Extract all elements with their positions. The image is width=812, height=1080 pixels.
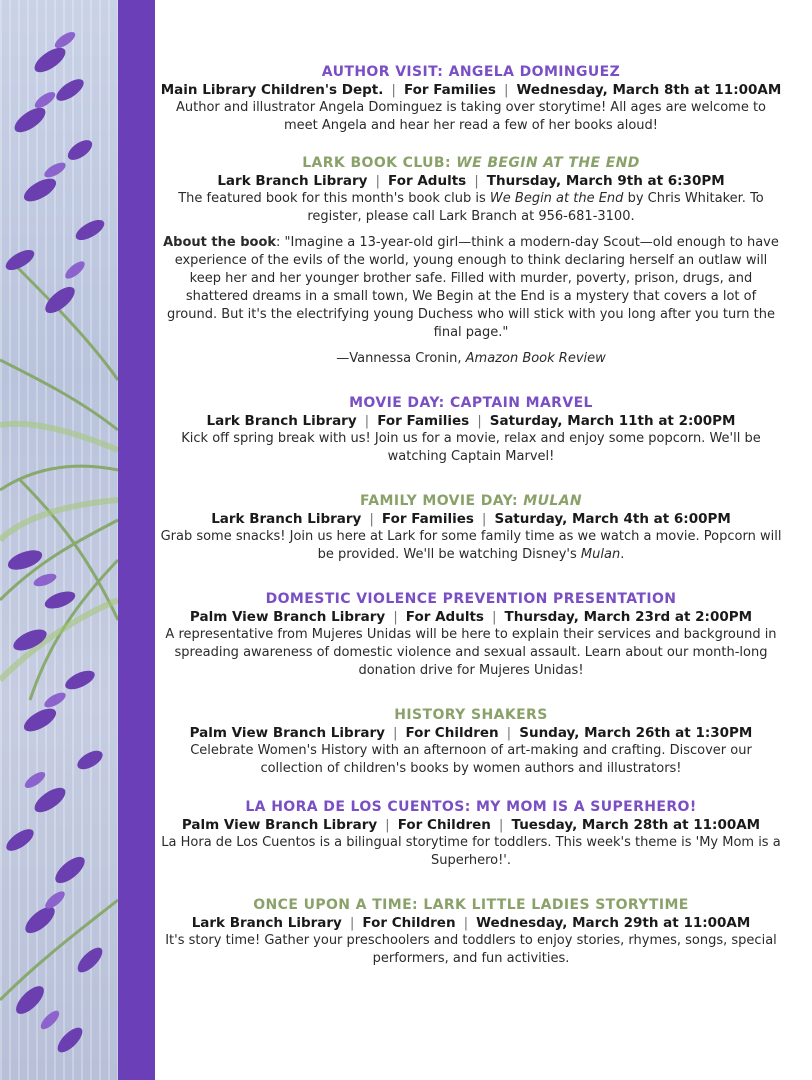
- lavender-side-image: [0, 0, 118, 1080]
- event-meta: Palm View Branch Library | For Adults | Thursday, March 23rd at 2:00PM: [189, 609, 753, 625]
- event-audience: For Adults: [405, 609, 484, 625]
- event-description: The featured book for this month's book club is We Begin at the End by Chris Whitaker. To register, please call Lark Branch at 956-681-3100.: [178, 191, 764, 224]
- event-meta: Main Library Children's Dept. | For Families | Wednesday, March 8th at 11:00AM: [160, 82, 782, 98]
- book-review-quote: About the book: "Imagine a 13-year-old girl—think a modern-day Scout—old enough to have experience of the evils of the world, young enough to think declaring herself an outlaw will keep her and her younger brother safe. Filled with murder, poverty, prison, drugs, and shattered dreams in a small town, We Begin at the End is a mystery that covers a lot of ground. But it's the electrifying young Duchess who will stick with you long after you turn the final page.": [163, 235, 779, 340]
- event-location: Palm View Branch Library: [189, 609, 386, 625]
- events-list: [160, 63, 782, 968]
- event-datetime: Thursday, March 23rd at 2:00PM: [504, 609, 753, 625]
- event-datetime: Wednesday, March 8th at 11:00AM: [516, 82, 782, 98]
- event-datetime: Tuesday, March 28th at 11:00AM: [511, 817, 761, 833]
- event-meta: Palm View Branch Library | For Children | Sunday, March 26th at 1:30PM: [189, 725, 753, 741]
- event-family-movie-day: [160, 492, 782, 564]
- event-title: DOMESTIC VIOLENCE PREVENTION PRESENTATION: [265, 591, 677, 607]
- event-history-shakers: [160, 706, 782, 778]
- event-title: FAMILY MOVIE DAY: MULAN: [359, 493, 583, 509]
- event-title: HISTORY SHAKERS: [394, 707, 548, 723]
- event-meta: Lark Branch Library | For Families | Saturday, March 4th at 6:00PM: [211, 511, 731, 527]
- event-description: It's story time! Gather your preschoolers and toddlers to enjoy stories, rhymes, songs, special performers, and fun activities.: [165, 933, 777, 966]
- event-location: Lark Branch Library: [206, 413, 357, 429]
- event-audience: For Children: [362, 915, 456, 931]
- event-meta: Lark Branch Library | For Adults | Thursday, March 9th at 6:30PM: [217, 173, 725, 189]
- event-author-visit: [160, 63, 782, 135]
- event-location: Lark Branch Library: [217, 173, 368, 189]
- event-hora-de-los-cuentos: [160, 798, 782, 870]
- lavender-illustration: [0, 0, 118, 1080]
- event-audience: For Families: [377, 413, 470, 429]
- review-credit: —Vannessa Cronin, Amazon Book Review: [336, 351, 606, 366]
- event-audience: For Families: [403, 82, 496, 98]
- event-meta: Lark Branch Library | For Children | Wednesday, March 29th at 11:00AM: [191, 915, 751, 931]
- event-location: Palm View Branch Library: [189, 725, 385, 741]
- event-title: LA HORA DE LOS CUENTOS: MY MOM IS A SUPERHERO!: [245, 799, 697, 815]
- event-audience: For Adults: [388, 173, 467, 189]
- event-title: AUTHOR VISIT: ANGELA DOMINGUEZ: [321, 64, 621, 80]
- event-audience: For Children: [397, 817, 491, 833]
- event-meta: Palm View Branch Library | For Children | Tuesday, March 28th at 11:00AM: [181, 817, 761, 833]
- event-audience: For Children: [405, 725, 499, 741]
- purple-side-bar: [118, 0, 155, 1080]
- event-datetime: Saturday, March 11th at 2:00PM: [489, 413, 736, 429]
- event-movie-day: [160, 394, 782, 466]
- event-datetime: Sunday, March 26th at 1:30PM: [519, 725, 753, 741]
- event-description: Grab some snacks! Join us here at Lark for some family time as we watch a movie. Popcorn will be provided. We'll be watching Disney's Mulan.: [160, 529, 782, 562]
- event-book-club: [160, 154, 782, 368]
- event-description: La Hora de Los Cuentos is a bilingual storytime for toddlers. This week's theme is 'My Mom is a Superhero!'.: [161, 835, 781, 868]
- event-lark-little-ladies: [160, 896, 782, 968]
- event-audience: For Families: [381, 511, 474, 527]
- event-location: Palm View Branch Library: [181, 817, 378, 833]
- event-description: Author and illustrator Angela Dominguez is taking over storytime! All ages are welcome to meet Angela and hear her read a few of her books aloud!: [175, 100, 767, 133]
- event-dv-prevention: [160, 590, 782, 680]
- event-datetime: Saturday, March 4th at 6:00PM: [494, 511, 731, 527]
- event-datetime: Thursday, March 9th at 6:30PM: [486, 173, 725, 189]
- event-location: Lark Branch Library: [191, 915, 342, 931]
- event-location: Main Library Children's Dept.: [160, 82, 384, 98]
- event-description: Celebrate Women's History with an afternoon of art-making and crafting. Discover our collection of children's books by women authors and illustrators!: [190, 743, 752, 776]
- event-description: Kick off spring break with us! Join us for a movie, relax and enjoy some popcorn. We'll be watching Captain Marvel!: [181, 431, 761, 464]
- event-datetime: Wednesday, March 29th at 11:00AM: [476, 915, 751, 931]
- event-title: MOVIE DAY: CAPTAIN MARVEL: [349, 395, 593, 411]
- event-meta: Lark Branch Library | For Families | Saturday, March 11th at 2:00PM: [206, 413, 736, 429]
- event-title: ONCE UPON A TIME: LARK LITTLE LADIES STORYTIME: [253, 897, 689, 913]
- event-title: LARK BOOK CLUB: WE BEGIN AT THE END: [302, 155, 640, 171]
- event-description: A representative from Mujeres Unidas will be here to explain their services and background in spreading awareness of domestic violence and sexual assault. Learn about our month-long donation drive for Mujeres Unidas!: [165, 627, 777, 678]
- event-location: Lark Branch Library: [211, 511, 362, 527]
